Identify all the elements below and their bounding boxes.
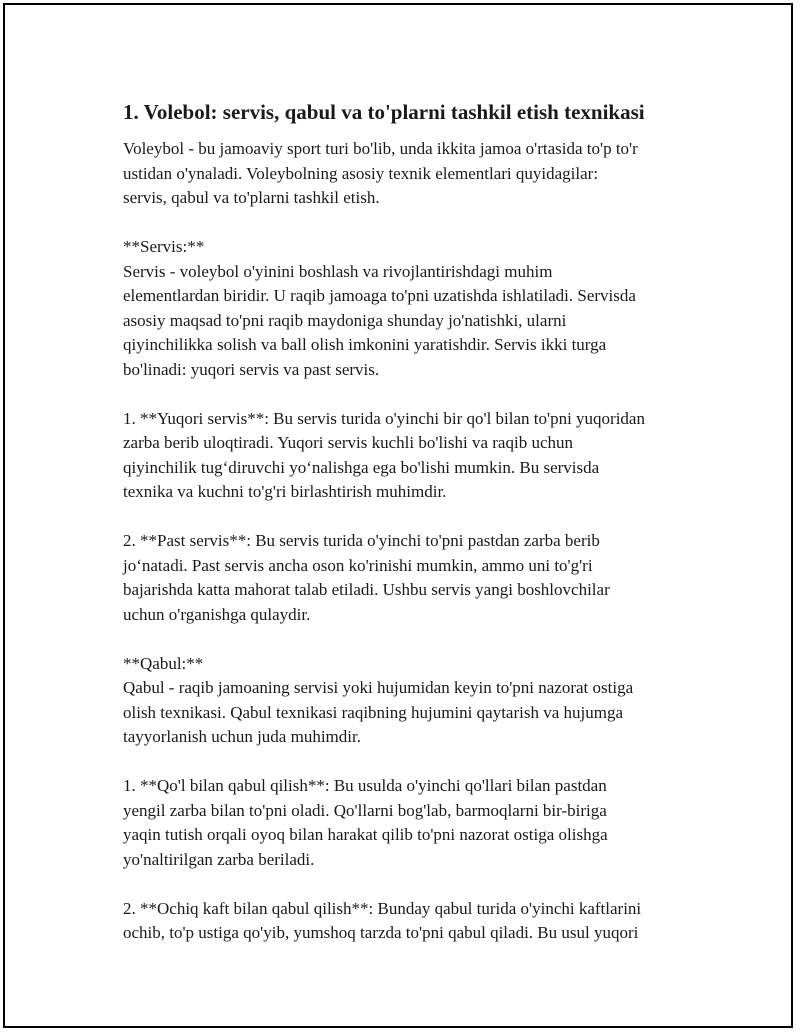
paragraph-ochiq-kaft xyxy=(123,897,723,946)
text-line: ochib, to'p ustiga qo'yib, yumshoq tarzda to'pni qabul qiladi. Bu usul yuqori xyxy=(123,923,639,942)
text-line: yo'naltirilgan zarba beriladi. xyxy=(123,849,315,869)
paragraph-qol-bilan-qabul xyxy=(123,774,723,872)
paragraph-qabul xyxy=(123,652,723,750)
text-line: Voleybol - bu jamoaviy sport turi bo'lib, unda ikkita jamoa o'rtasida to'p to'r xyxy=(123,139,638,158)
text-line: olish texnikasi. Qabul texnikasi raqibning hujumini qaytarish va hujumga xyxy=(123,702,624,722)
text-line: yaqin tutish orqali oyoq bilan harakat qilib to'pni nazorat ostiga olishga xyxy=(123,825,608,844)
section-heading-qabul: **Qabul:** xyxy=(123,653,204,673)
text-line: bajarishda katta mahorat talab etiladi. Ushbu servis yangi boshlovchilar xyxy=(123,580,610,599)
paragraph-servis xyxy=(123,235,723,382)
text-line: 1. **Yuqori servis**: Bu servis turida o'yinchi bir qo'l bilan to'pni yuqoridan xyxy=(123,408,645,428)
paragraph-yuqori-servis xyxy=(123,407,723,505)
document-title: 1. Volebol: servis, qabul va to'plarni tashkil etish texnikasi xyxy=(123,100,645,124)
text-line: asosiy maqsad to'pni raqib maydoniga shunday jo'natishki, ularni xyxy=(123,310,567,330)
text-line: 2. **Ochiq kaft bilan qabul qilish**: Bunday qabul turida o'yinchi kaftlarini xyxy=(123,898,642,918)
text-line: qiyinchilikka solish va ball olish imkonini yaratishdir. Servis ikki turga xyxy=(123,335,607,354)
paragraph-intro xyxy=(123,137,723,211)
text-line: 2. **Past servis**: Bu servis turida o'yinchi to'pni pastdan zarba berib xyxy=(123,531,600,550)
text-line: Servis - voleybol o'yinini boshlash va rivojlantirishdagi muhim xyxy=(123,261,553,281)
text-line: jo‘natadi. Past servis ancha oson ko'rinishi mumkin, ammo uni to'g'ri xyxy=(123,555,593,575)
text-line: yengil zarba bilan to'pni oladi. Qo'llarni bog'lab, barmoqlarni bir-biriga xyxy=(123,800,607,820)
text-line: texnika va kuchni to'g'ri birlashtirish muhimdir. xyxy=(123,482,447,501)
text-line: bo'linadi: yuqori servis va past servis. xyxy=(123,359,380,379)
text-line: qiyinchilik tug‘diruvchi yo‘nalishga ega bo'lishi mumkin. Bu servisda xyxy=(123,457,600,477)
text-line: tayyorlanish uchun juda muhimdir. xyxy=(123,727,361,746)
text-line: 1. **Qo'l bilan qabul qilish**: Bu usulda o'yinchi qo'llari bilan pastdan xyxy=(123,776,607,795)
document-body xyxy=(123,99,723,970)
text-line: Qabul - raqib jamoaning servisi yoki hujumidan keyin to'pni nazorat ostiga xyxy=(123,678,634,697)
text-line: uchun o'rganishga qulaydir. xyxy=(123,604,311,624)
section-heading-servis: **Servis:** xyxy=(123,237,205,256)
text-line: elementlardan biridir. U raqib jamoaga to'pni uzatishda ishlatiladi. Servisda xyxy=(123,286,636,305)
text-line: servis, qabul va to'plarni tashkil etish. xyxy=(123,188,380,207)
paragraph-past-servis xyxy=(123,529,723,627)
page-frame xyxy=(3,3,793,1028)
text-line: ustidan o'ynaladi. Voleybolning asosiy texnik elementlari quyidagilar: xyxy=(123,163,599,183)
text-line: zarba berib uloqtiradi. Yuqori servis kuchli bo'lishi va raqib uchun xyxy=(123,433,573,452)
